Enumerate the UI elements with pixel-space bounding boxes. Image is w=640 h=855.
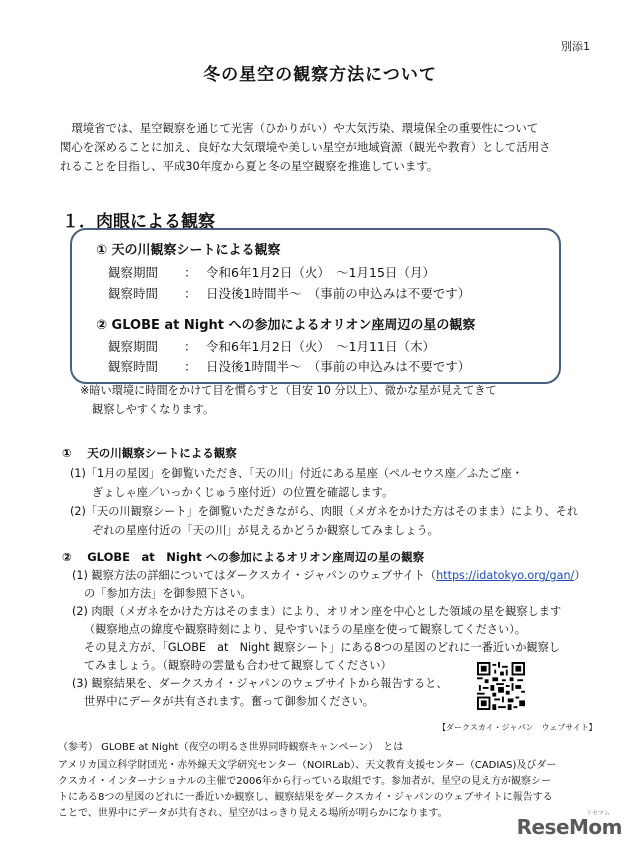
detail2-item2-cont: その見え方が、「GLOBE at Night 観察シート」にある8つの星図のどれに一番近いか観察し [84,641,560,654]
detail2-item3-cont: 世界中にデータが共有されます。奮って御参加ください。 [84,695,374,708]
detail2-item2: (2) 肉眼（メガネをかけた方はそのまま）により、オリオン座を中心とした領域の星を観察します [72,605,562,618]
intro-paragraph [60,119,585,176]
time-value: 日没後1時間半～ （事前の申込みは不要です） [206,286,471,301]
attachment-label: 別添1 [561,40,590,53]
dark-adaptation-note: ※暗い環境に時間をかけて目を慣らすと（目安 10 分以上）、微かな星が見えてきて [80,384,497,397]
period-label: 観察期間 [108,339,159,354]
method1-title: ① 天の川観察シートによる観察 [96,243,281,258]
time-label: 観察時間 [108,286,159,301]
dark-adaptation-note-cont: 観察しやすくなります。 [92,403,215,416]
qr-caption: 【ダークスカイ・ジャパン ウェブサイト】 [438,723,597,732]
detail2-item1 [72,567,586,583]
detail2-item2-cont: （観察地点の緯度や観察時刻により、見やすいほうの星座を使って観察してください）。 [84,623,526,636]
detail2-item1-cont: の「参加方法」を御参照下さい。 [84,587,252,600]
method2-time-row [108,357,470,375]
method2-title: ② GLOBE at Night への参加によるオリオン座周辺の星の観察 [96,318,476,333]
intro-line: 環境省では、星空観察を通じて光害（ひかりがい）や大気汚染、環境保全の重要性について [60,121,539,135]
section1-heading: １．肉眼による観察 [62,212,215,232]
detail1-item2-cont: ぞれの星座付近の「天の川」が見えるかどうか観察してみましょう。 [92,524,439,537]
detail2-heading: ② GLOBE at Night への参加によるオリオン座周辺の星の観察 [62,550,425,564]
method2-period-row [108,337,435,355]
period-value: 令和6年1月2日（火） ～1月15日（月） [206,265,435,280]
detail2-item1-close: ） [574,569,586,582]
qr-code-image[interactable] [477,662,525,710]
intro-line: れることを目指し、平成30年度から夏と冬の星空観察を推進しています。 [60,159,439,173]
colon: ： [184,286,197,301]
period-label: 観察期間 [108,265,159,280]
resemom-logo: ReseMom [516,815,622,839]
colon: ： [184,359,197,374]
time-label: 観察時間 [108,359,159,374]
time-value: 日没後1時間半～ （事前の申込みは不要です） [206,359,471,374]
colon: ： [184,265,197,280]
reference-line: アメリカ国立科学財団光・赤外線天文学研究センター（NOIRLab）、天文教育支援センター（CADIAS)及びダー [58,760,557,771]
detail2-item1-text: (1) 観察方法の詳細についてはダークスカイ・ジャパンのウェブサイト（ [72,569,437,582]
resemom-logo-subtext: リセマム [586,810,610,817]
detail1-heading: ① 天の川観察シートによる観察 [62,446,237,460]
dark-sky-japan-link[interactable]: https://idatokyo.org/gan/ [436,569,575,582]
detail1-item1-cont: ぎょしゃ座／いっかくじゅう座付近）の位置を確認します。 [92,486,394,499]
detail2-item3: (3) 観察結果を、ダークスカイ・ジャパンのウェブサイトから報告すると、 [72,677,448,690]
reference-line: トにある8つの星図のどれに一番近いか観察し、観察結果をダークスカイ・ジャパンのウェブサイトに報告する [58,792,553,803]
colon: ： [184,339,197,354]
detail1-item1: (1)「1月の星図」を御覧いただき、「天の川」付近にある星座（ペルセウス座／ふたご座・ [70,467,523,480]
method1-period-row [108,263,435,281]
reference-line: ことで、世界中にデータが共有され、星空がはっきり見える場所が明らかになります。 [58,808,448,819]
period-value: 令和6年1月2日（火） ～1月11日（木） [206,339,435,354]
detail2-item2-cont: てみましょう。（観察時の雲量も合わせて観察してください） [84,659,392,672]
method1-time-row [108,284,470,302]
reference-line: クスカイ・インターナショナルの主催で2006年から行っている取組です。参加者が、星空の見え方が観察シー [58,776,551,787]
page-title: 冬の星空の観察方法について [203,65,437,85]
intro-line: 関心を深めることに加え、良好な大気環境や美しい星空が地域資源（観光や教育）として活用さ [60,140,551,154]
detail1-item2: (2)「天の川観察シート」を御覧いただきながら、肉眼（メガネをかけた方はそのまま）により、それ [70,505,579,518]
reference-heading: （参考） GLOBE at Night（夜空の明るさ世界同時観察キャンペーン） とは [58,742,404,753]
